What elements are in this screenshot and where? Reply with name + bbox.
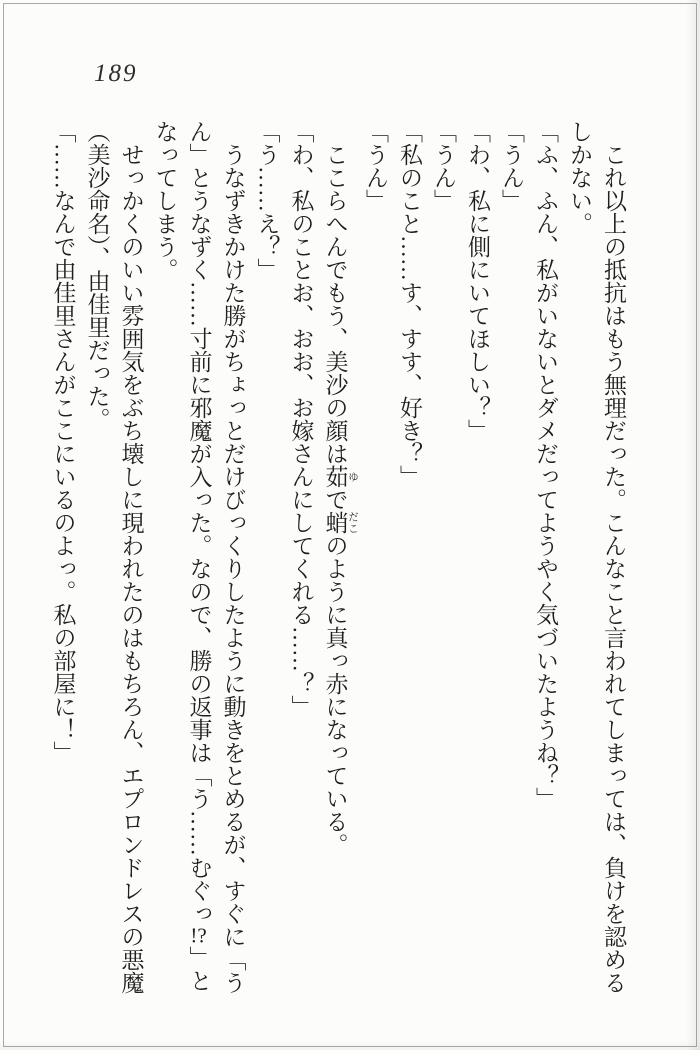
scan-shadow-right [686,0,700,1050]
text-line: 「うん」 [363,120,388,212]
text-line: せっかくのいい雰囲気をぶち壊しに現われたのはもちろん、エプロンドレスの悪魔 [118,143,144,994]
text-line: 「私のこと……す、すす、好き？」 [397,120,422,488]
text-line: 「……なんで由佳里さんがここにいるのよっ。私の部屋に！」 [50,120,76,764]
text-line: 「うん」 [431,120,456,212]
page-number: 189 [94,60,138,87]
text-area [46,120,631,1000]
text-line: 「ふ、ふん、私がいないとダメだってようやく気づいたようね？」 [533,120,558,810]
scan-shadow-bottom [0,1040,700,1050]
text-line: しかない。 [567,120,592,235]
ruby-annotated-kanji: 蛸 だこ [322,511,358,534]
text-line: 「うん」 [499,120,524,212]
text-line: なってしまう。 [152,120,178,281]
tate-chu-yoko: !? [190,925,207,946]
text-line: 「わ、私のことお、おお、お嫁さんにしてくれる……？」 [288,120,314,718]
ruby-annotated-kanji: 茹 ゆ [322,465,358,488]
text-line: （美沙命名）、由佳里だった。 [84,120,110,431]
text-line: ん」とうなずく……寸前に邪魔が入った。なので、勝の返事は「う……むぐっ!?」と [186,120,212,992]
text-line: 「わ、私に側にいてほしい？」 [465,120,490,442]
text-line: ここらへんでもう、美沙の顔は茹 ゆで蛸 だこのように真っ赤になっている。 [322,143,358,856]
text-line: これ以上の抵抗はもう無理だった。こんなこと言われてしまっては、負けを認める [601,143,626,994]
text-line: 「う……え？」 [254,120,280,281]
text-line: うなずきかけた勝がちょっとだけびっくりしたように動きをとめるが、すぐに「う [220,143,246,994]
